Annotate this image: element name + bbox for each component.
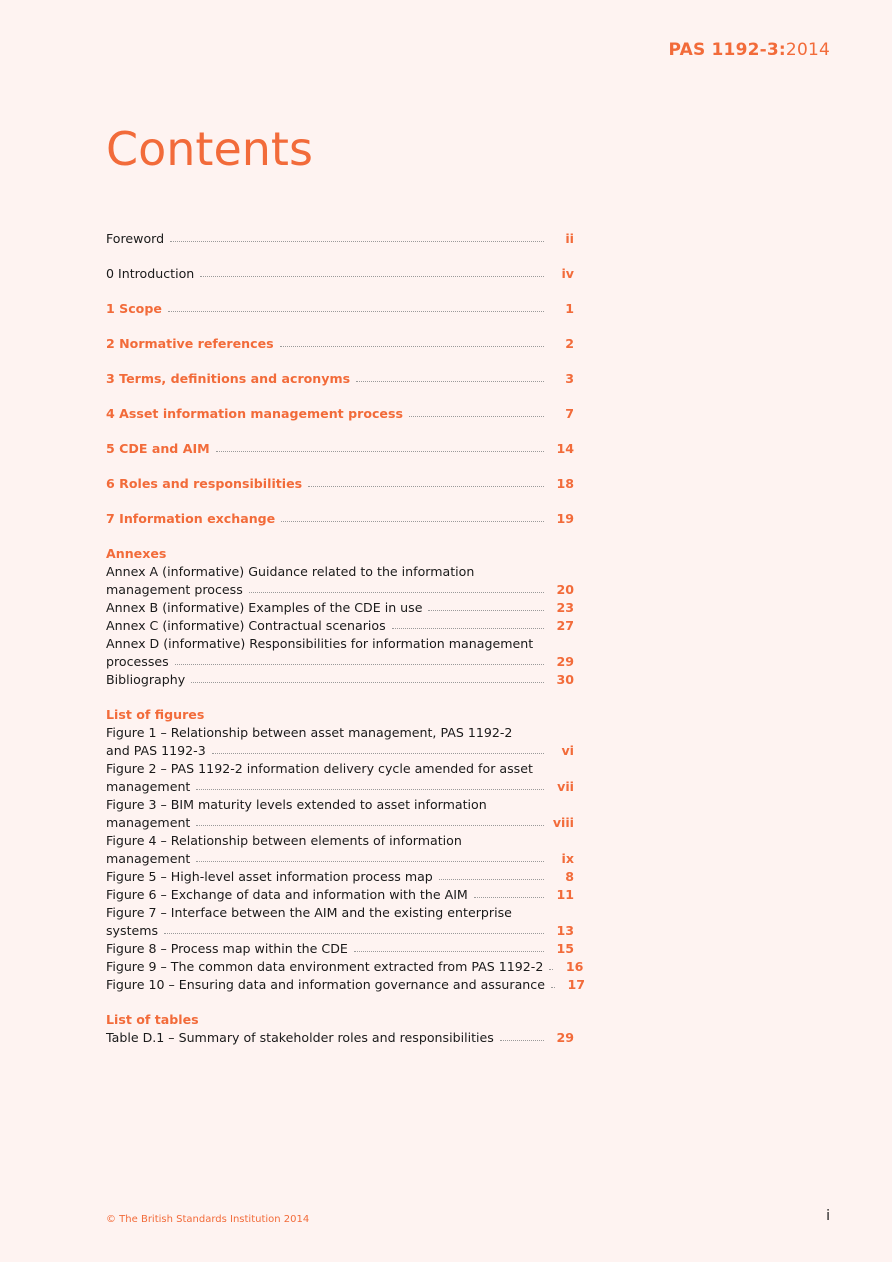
document-year: 2014 (785, 40, 830, 60)
toc-entry-page: 18 (556, 476, 574, 491)
toc-entry-page: 29 (556, 654, 574, 669)
toc-entry[interactable] (106, 868, 574, 886)
toc-entry-title: 5 CDE and AIM (106, 441, 210, 456)
toc-entry-title: systems (106, 923, 159, 938)
toc-entry[interactable] (106, 778, 574, 796)
toc-entry-title: management (106, 779, 191, 794)
toc-entry-first-line[interactable]: Figure 3 – BIM maturity levels extended to asset information (106, 797, 487, 812)
toc-entry[interactable] (106, 265, 574, 283)
toc-entry[interactable] (106, 814, 574, 832)
toc-entry-title: Figure 8 – Process map within the CDE (106, 941, 348, 956)
page-title: Contents (106, 122, 313, 176)
toc-entry-page: 29 (556, 1030, 574, 1045)
toc-entry-title: Foreword (106, 231, 165, 246)
toc-entry-page: ix (561, 851, 574, 866)
toc-entry[interactable] (106, 405, 574, 423)
toc-entry-first-line[interactable]: Figure 7 – Interface between the AIM and the existing enterprise (106, 905, 512, 920)
toc-leader-dots (196, 789, 544, 790)
page-number: i (826, 1208, 830, 1224)
toc-leader-dots (216, 451, 544, 452)
toc-entry-page: 14 (556, 441, 574, 456)
toc-entry-page: 15 (556, 941, 574, 956)
toc-entry-first-line[interactable]: Annex A (informative) Guidance related to the information (106, 564, 475, 579)
toc-leader-dots (354, 951, 544, 952)
toc-entry-page: vi (561, 743, 574, 758)
section-heading-tables: List of tables (106, 1012, 199, 1027)
toc-entry-page: 30 (556, 672, 574, 687)
toc-leader-dots (196, 861, 544, 862)
toc-entry-page: 1 (565, 301, 574, 316)
toc-entry-page: vii (557, 779, 574, 794)
toc-leader-dots (191, 682, 544, 683)
toc-leader-dots (175, 664, 544, 665)
toc-entry-title: Annex C (informative) Contractual scenarios (106, 618, 386, 633)
toc-entry[interactable] (106, 440, 574, 458)
toc-leader-dots (392, 628, 544, 629)
toc-entry-title: 4 Asset information management process (106, 406, 403, 421)
toc-entry[interactable] (106, 671, 574, 689)
toc-entry[interactable] (106, 617, 574, 635)
toc-entry-first-line[interactable]: Figure 4 – Relationship between elements of information (106, 833, 462, 848)
toc-entry-title: processes (106, 654, 169, 669)
toc-entry-title: Annex B (informative) Examples of the CDE in use (106, 600, 423, 615)
toc-entry-title: Figure 5 – High-level asset information process map (106, 869, 433, 884)
toc-entry-page: 11 (556, 887, 574, 902)
table-of-contents (106, 230, 585, 1047)
section-heading-annexes: Annexes (106, 546, 167, 561)
toc-entry-title: Figure 10 – Ensuring data and information governance and assurance (106, 977, 545, 992)
toc-leader-dots (428, 610, 544, 611)
toc-entry[interactable] (106, 230, 574, 248)
toc-entry-title: 0 Introduction (106, 266, 195, 281)
toc-entry-title: management process (106, 582, 243, 597)
toc-entry[interactable] (106, 850, 574, 868)
toc-entry-page: 16 (565, 959, 584, 974)
toc-leader-dots (308, 486, 544, 487)
toc-leader-dots (356, 381, 544, 382)
toc-entry-page: iv (561, 266, 574, 281)
copyright-notice: © The British Standards Institution 2014 (106, 1214, 310, 1225)
toc-entry-page: 23 (556, 600, 574, 615)
toc-leader-dots (249, 592, 544, 593)
toc-entry[interactable] (106, 976, 585, 994)
toc-entry[interactable] (106, 510, 574, 528)
toc-entry[interactable] (106, 475, 574, 493)
toc-entry[interactable] (106, 886, 574, 904)
toc-leader-dots (164, 933, 544, 934)
toc-entry-title: Figure 6 – Exchange of data and information with the AIM (106, 887, 468, 902)
toc-entry[interactable] (106, 653, 574, 671)
toc-entry-page: ii (565, 231, 574, 246)
toc-entry-title: 1 Scope (106, 301, 162, 316)
toc-entry-page: 2 (565, 336, 574, 351)
section-heading-figures: List of figures (106, 707, 205, 722)
toc-leader-dots (168, 311, 544, 312)
toc-leader-dots (474, 897, 544, 898)
toc-entry[interactable] (106, 300, 574, 318)
document-code: PAS 1192-3: (668, 40, 786, 60)
toc-entry-page: 17 (567, 977, 585, 992)
toc-entry-title: 3 Terms, definitions and acronyms (106, 371, 351, 386)
toc-entry-page: 20 (556, 582, 574, 597)
toc-entry[interactable] (106, 581, 574, 599)
toc-entry-title: management (106, 851, 191, 866)
toc-entry-page: viii (552, 815, 574, 830)
toc-entry[interactable] (106, 599, 574, 617)
toc-entry[interactable] (106, 370, 574, 388)
toc-entry-first-line[interactable]: Figure 2 – PAS 1192-2 information delivery cycle amended for asset (106, 761, 533, 776)
toc-leader-dots (439, 879, 544, 880)
toc-entry-page: 3 (565, 371, 574, 386)
toc-entry[interactable] (106, 940, 574, 958)
toc-entry-title: Table D.1 – Summary of stakeholder roles and responsibilities (106, 1030, 494, 1045)
toc-leader-dots (500, 1040, 544, 1041)
toc-leader-dots (409, 416, 544, 417)
toc-entry-title: Bibliography (106, 672, 186, 687)
toc-entry[interactable] (106, 742, 574, 760)
toc-entry-page: 27 (556, 618, 574, 633)
toc-entry-first-line[interactable]: Annex D (informative) Responsibilities for information management (106, 636, 534, 651)
toc-entry-page: 19 (556, 511, 574, 526)
toc-leader-dots (281, 521, 544, 522)
toc-entry-first-line[interactable]: Figure 1 – Relationship between asset management, PAS 1192-2 (106, 725, 513, 740)
toc-entry[interactable] (106, 922, 574, 940)
toc-entry-title: Figure 9 – The common data environment extracted from PAS 1192-2 (106, 959, 544, 974)
toc-entry-page: 13 (556, 923, 574, 938)
toc-entry-title: 2 Normative references (106, 336, 274, 351)
toc-entry-page: 8 (565, 869, 574, 884)
toc-leader-dots (196, 825, 544, 826)
toc-entry-title: and PAS 1192-3 (106, 743, 206, 758)
toc-entry-page: 7 (565, 406, 574, 421)
toc-entry-title: 6 Roles and responsibilities (106, 476, 303, 491)
toc-leader-dots (170, 241, 544, 242)
toc-entry-title: 7 Information exchange (106, 511, 276, 526)
toc-leader-dots (200, 276, 544, 277)
document-code-header (669, 40, 831, 60)
toc-leader-dots (212, 753, 544, 754)
toc-leader-dots (280, 346, 544, 347)
toc-entry[interactable] (106, 958, 584, 976)
toc-entry[interactable] (106, 1029, 574, 1047)
toc-entry[interactable] (106, 335, 574, 353)
toc-entry-title: management (106, 815, 191, 830)
